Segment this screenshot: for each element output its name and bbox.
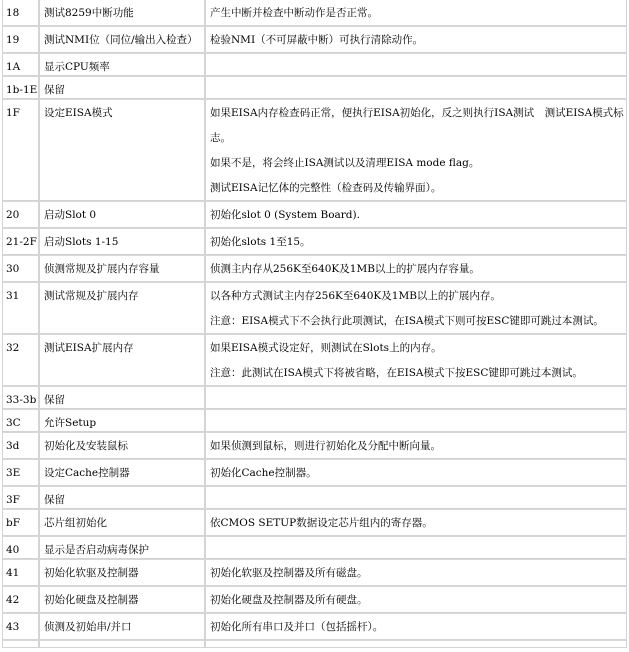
post-name-cell: 测试EISA扩展内存 bbox=[39, 334, 205, 386]
table-row bbox=[2, 53, 627, 76]
post-description-cell bbox=[205, 26, 627, 53]
post-name-cell bbox=[39, 640, 205, 648]
post-description-cell bbox=[205, 559, 627, 586]
post-name-cell: 设定EISA模式 bbox=[39, 99, 205, 201]
post-code-cell bbox=[2, 640, 39, 648]
post-code-cell: 1b-1E bbox=[2, 76, 39, 99]
table-row bbox=[2, 559, 627, 586]
post-name-cell: 允许Setup bbox=[39, 409, 205, 432]
description-line: 注意：EISA模式下不会执行此项测试，在ISA模式下则可按ESC键即可跳过本测试。 bbox=[210, 315, 604, 327]
description-line: 初始化所有串口及并口（包括摇杆）。 bbox=[210, 621, 384, 633]
post-name-cell: 侦测及初始串/并口 bbox=[39, 613, 205, 640]
post-description-cell bbox=[205, 459, 627, 486]
post-description-cell bbox=[205, 509, 627, 536]
post-code-cell: 43 bbox=[2, 613, 39, 640]
post-description-cell bbox=[205, 334, 627, 386]
description-line: 以各种方式测试主内存256K至640K及1MB以上的扩展内存。 bbox=[210, 290, 501, 302]
post-name-cell: 保留 bbox=[39, 76, 205, 99]
post-code-table-body bbox=[2, 0, 627, 648]
post-code-cell: 32 bbox=[2, 334, 39, 386]
post-name-cell: 初始化软驱及控制器 bbox=[39, 559, 205, 586]
table-row bbox=[2, 613, 627, 640]
table-row bbox=[2, 536, 627, 559]
table-row bbox=[2, 282, 627, 334]
post-name-cell: 保留 bbox=[39, 486, 205, 509]
post-code-cell: 3C bbox=[2, 409, 39, 432]
post-code-cell: 1A bbox=[2, 53, 39, 76]
description-line: 如果EISA内存检查码正常，便执行EISA初始化，反之则执行ISA测试 测试EISA模式标 bbox=[210, 107, 624, 119]
post-description-cell bbox=[205, 613, 627, 640]
post-description-cell bbox=[205, 282, 627, 334]
table-row bbox=[2, 486, 627, 509]
post-name-cell: 测试8259中断功能 bbox=[39, 0, 205, 26]
post-name-cell: 侦测常规及扩展内存容量 bbox=[39, 255, 205, 282]
post-description-cell bbox=[205, 76, 627, 99]
post-code-cell: 30 bbox=[2, 255, 39, 282]
table-row bbox=[2, 459, 627, 486]
post-description-cell bbox=[205, 640, 627, 648]
table-row bbox=[2, 99, 627, 201]
post-name-cell: 初始化硬盘及控制器 bbox=[39, 586, 205, 613]
post-code-table bbox=[2, 0, 627, 648]
post-code-cell: 42 bbox=[2, 586, 39, 613]
post-name-cell: 显示CPU频率 bbox=[39, 53, 205, 76]
post-description-cell bbox=[205, 586, 627, 613]
post-name-cell: 设定Cache控制器 bbox=[39, 459, 205, 486]
post-description-cell bbox=[205, 536, 627, 559]
description-line: 侦测主内存从256K至640K及1MB以上的扩展内存容量。 bbox=[210, 263, 480, 275]
post-code-cell: 21-2F bbox=[2, 228, 39, 255]
post-code-cell: 19 bbox=[2, 26, 39, 53]
post-description-cell bbox=[205, 53, 627, 76]
table-row bbox=[2, 334, 627, 386]
table-row bbox=[2, 640, 627, 648]
table-row bbox=[2, 586, 627, 613]
description-line: 测试EISA记忆体的完整性（检查码及传输界面）。 bbox=[210, 182, 442, 194]
description-line: 如果不是，将会终止ISA测试以及清理EISA mode flag。 bbox=[210, 157, 480, 169]
post-name-cell: 保留 bbox=[39, 386, 205, 409]
post-description-cell bbox=[205, 0, 627, 26]
post-name-cell: 显示是否启动病毒保护 bbox=[39, 536, 205, 559]
post-description-cell bbox=[205, 409, 627, 432]
post-description-cell bbox=[205, 99, 627, 201]
table-row bbox=[2, 255, 627, 282]
table-row bbox=[2, 228, 627, 255]
description-line: 初始化slots 1至15。 bbox=[210, 236, 311, 248]
post-name-cell: 初始化及安装鼠标 bbox=[39, 432, 205, 459]
post-description-cell bbox=[205, 228, 627, 255]
description-line: 志。 bbox=[210, 132, 231, 144]
post-name-cell: 测试常规及扩展内存 bbox=[39, 282, 205, 334]
description-line: 初始化slot 0 (System Board). bbox=[210, 209, 360, 221]
table-row bbox=[2, 26, 627, 53]
post-code-cell: 41 bbox=[2, 559, 39, 586]
post-code-cell: 1F bbox=[2, 99, 39, 201]
post-code-cell: 3E bbox=[2, 459, 39, 486]
description-line: 检验NMI（不可屏蔽中断）可执行清除动作。 bbox=[210, 34, 424, 46]
post-name-cell: 启动Slots 1-15 bbox=[39, 228, 205, 255]
post-code-cell: 3d bbox=[2, 432, 39, 459]
description-line: 初始化Cache控制器。 bbox=[210, 467, 317, 479]
post-code-cell: 3F bbox=[2, 486, 39, 509]
post-code-cell: 18 bbox=[2, 0, 39, 26]
post-name-cell: 启动Slot 0 bbox=[39, 201, 205, 228]
post-description-cell bbox=[205, 386, 627, 409]
description-line: 如果侦测到鼠标，则进行初始化及分配中断向量。 bbox=[210, 440, 441, 452]
table-row bbox=[2, 509, 627, 536]
description-line: 初始化软驱及控制器及所有磁盘。 bbox=[210, 567, 368, 579]
post-name-cell: 测试NMI位（同位/输出入检查） bbox=[39, 26, 205, 53]
post-code-cell: 31 bbox=[2, 282, 39, 334]
post-description-cell bbox=[205, 432, 627, 459]
post-code-cell: 40 bbox=[2, 536, 39, 559]
table-row bbox=[2, 201, 627, 228]
post-code-cell: bF bbox=[2, 509, 39, 536]
description-line: 产生中断并检查中断动作是否正常。 bbox=[210, 7, 378, 19]
post-description-cell bbox=[205, 201, 627, 228]
table-row bbox=[2, 386, 627, 409]
post-name-cell: 芯片组初始化 bbox=[39, 509, 205, 536]
post-description-cell bbox=[205, 486, 627, 509]
description-line: 依CMOS SETUP数据设定芯片组内的寄存器。 bbox=[210, 517, 433, 529]
description-line: 如果EISA模式设定好，则测试在Slots上的内存。 bbox=[210, 342, 442, 354]
table-row bbox=[2, 432, 627, 459]
post-description-cell bbox=[205, 255, 627, 282]
post-code-cell: 33-3b bbox=[2, 386, 39, 409]
description-line: 注意：此测试在ISA模式下将被省略，在EISA模式下按ESC键即可跳过本测试。 bbox=[210, 367, 583, 379]
table-row bbox=[2, 0, 627, 26]
table-row bbox=[2, 76, 627, 99]
description-line: 初始化硬盘及控制器及所有硬盘。 bbox=[210, 594, 368, 606]
table-row bbox=[2, 409, 627, 432]
post-code-cell: 20 bbox=[2, 201, 39, 228]
